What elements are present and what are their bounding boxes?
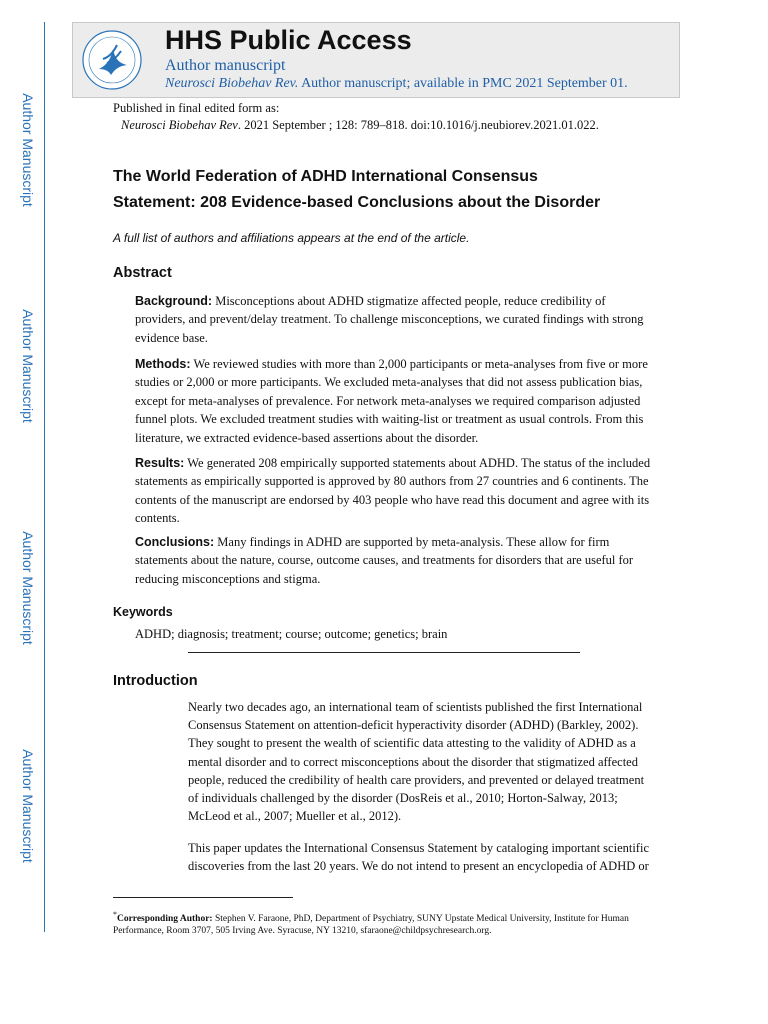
abstract-methods: Methods: We reviewed studies with more than 2,000 participants or meta-analyses from five or more studies or 2,000 or more participants. We excluded meta-analyses that did not assess publication bias, except for meta-analyses of prevalence. For network meta-analyses we required comparison adjusted funnel plots. We excluded treatment studies with waiting-list or treatment as usual controls. From this literature, we extracted evidence-based assertions about the disorder. [135, 357, 648, 445]
side-label-1: Author Manuscript [20, 93, 37, 207]
hhs-banner [72, 22, 680, 98]
corresponding-author-footnote: *Corresponding Author: Stephen V. Faraone, PhD, Department of Psychiatry, SUNY Upstate Medical University, Institute for Human Performance, Room 3707, 505 Irving Ave. Syracuse, NY 13210, sfaraone@childpsychresearch.org. [113, 910, 629, 937]
banner-journal-line: Neurosci Biobehav Rev. Author manuscript; available in PMC 2021 September 01. [165, 76, 628, 91]
footnote-rule [113, 897, 293, 898]
banner-subtitle: Author manuscript [165, 57, 286, 74]
authors-note: A full list of authors and affiliations appears at the end of the article. [113, 231, 470, 245]
section-divider [188, 652, 580, 653]
introduction-paragraph-2: This paper updates the International Consensus Statement by cataloging important scientific discoveries from the last 20 years. We do not intend to present an encyclopedia of ADHD or [188, 841, 649, 874]
abstract-results: Results: We generated 208 empirically supported statements about ADHD. The status of the included statements as empirically supported is approved by 80 authors from 27 countries and 6 continents. The contents of the manuscript are endorsed by 403 people who have read this document and agree with its contents. [135, 456, 651, 526]
abstract-conclusions: Conclusions: Many findings in ADHD are supported by meta-analysis. These allow for firm statements about the nature, course, outcome causes, and treatments for disorders that are useful for reducing misconceptions and stigma. [135, 535, 634, 586]
introduction-paragraph-1: Nearly two decades ago, an international team of scientists published the first International Consensus Statement on attention-deficit hyperactivity disorder (ADHD) (Barkley, 2002). They sought to present the wealth of scientific data attesting to the validity of ADHD as a mental disorder and to correct misconceptions about the disorder that stigmatized affected people, reduced the credibility of health care providers, and prevented or delayed treatment of individuals challenged by the disorder (DosReis et al., 2010; Horton-Salway, 2013; McLeod et al., 2007; Mueller et al., 2012). [188, 700, 645, 824]
abstract-background: Background: Misconceptions about ADHD stigmatize affected people, reduce credibility of providers, and prevent/delay treatment. To challenge misconceptions, we curated findings with strong evidence base. [135, 294, 644, 345]
keywords-heading: Keywords [113, 605, 173, 619]
hhs-eagle-seal-icon [81, 29, 143, 91]
keywords-text: ADHD; diagnosis; treatment; course; outcome; genetics; brain [135, 627, 448, 641]
article-title: The World Federation of ADHD International Consensus Statement: 208 Evidence-based Conclusions about the Disorder [113, 168, 601, 211]
side-label-3: Author Manuscript [20, 531, 37, 645]
side-label-2: Author Manuscript [20, 309, 37, 423]
published-info: Published in final edited form as: Neurosci Biobehav Rev. 2021 September ; 128: 789–818. doi:10.1016/j.neubiorev.2021.01.022. [113, 101, 599, 132]
introduction-heading: Introduction [113, 673, 198, 689]
banner-title: HHS Public Access [165, 25, 412, 55]
side-label-4: Author Manuscript [20, 749, 37, 863]
abstract-heading: Abstract [113, 265, 172, 281]
margin-rule [44, 22, 45, 932]
